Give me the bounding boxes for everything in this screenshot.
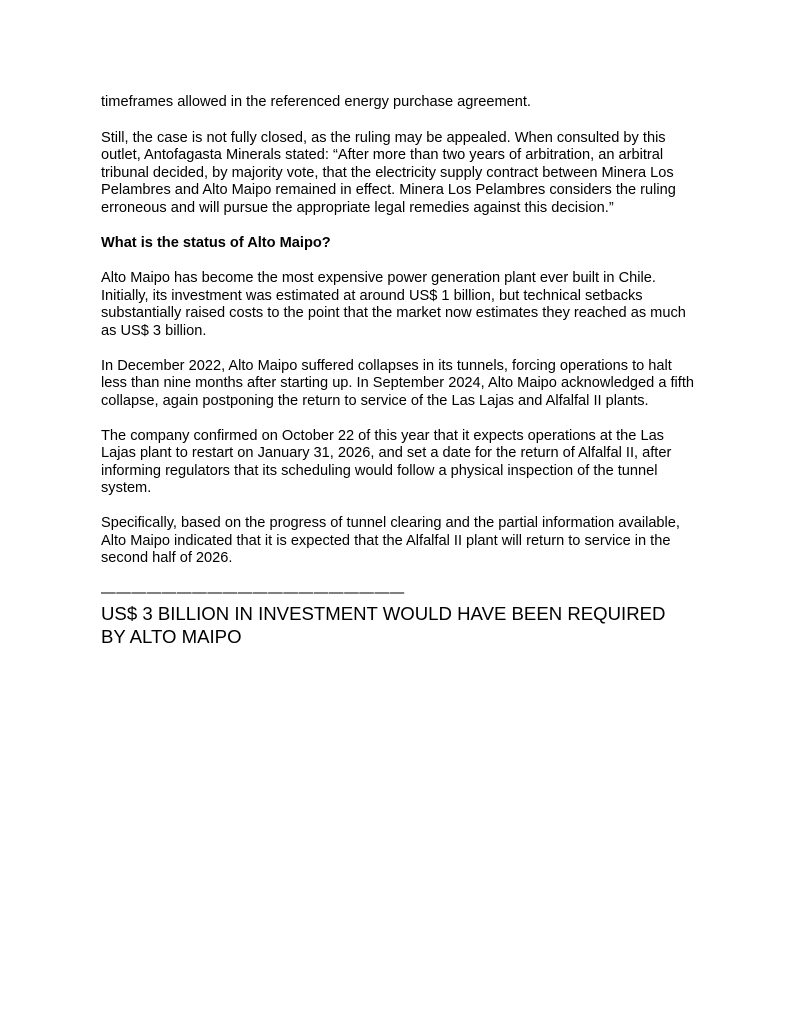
- paragraph-appeal: Still, the case is not fully closed, as the ruling may be appealed. When consulted by this outlet, Antofagasta Minerals stated: “After more than two years of arbitration, an arbitral tribunal decided, by majority vote, that the electricity supply contract between Minera Los Pelambres and Alto Maipo remained in effect. Minera Los Pelambres considers the ruling erroneous and will pursue the appropriate legal remedies against this decision.”: [101, 129, 676, 216]
- pull-quote: US$ 3 BILLION IN INVESTMENT WOULD HAVE BEEN REQUIRED BY ALTO MAIPO: [101, 603, 666, 647]
- section-heading: What is the status of Alto Maipo?: [101, 234, 331, 251]
- divider-line: ————————————————————: [101, 585, 405, 601]
- paragraph-timeframes: timeframes allowed in the referenced energy purchase agreement.: [101, 94, 531, 110]
- document-page: [101, 94, 701, 648]
- paragraph-restart: The company confirmed on October 22 of this year that it expects operations at the Las Lajas plant to restart on January 31, 2026, and set a date for the return of Alfalfal II, after informing regulators that its scheduling would follow a physical inspection of the tunnel system.: [101, 427, 672, 496]
- paragraph-cost: Alto Maipo has become the most expensive power generation plant ever built in Chile. Initially, its investment was estimated at around US$ 1 billion, but technical setbacks substantially raised costs to the point that the market now estimates they reached as much as US$ 3 billion.: [101, 270, 686, 339]
- paragraph-collapses: In December 2022, Alto Maipo suffered collapses in its tunnels, forcing operations to halt less than nine months after starting up. In September 2024, Alto Maipo acknowledged a fifth collapse, again postponing the return to service of the Las Lajas and Alfalfal II plants.: [101, 357, 695, 409]
- paragraph-alfalfal: Specifically, based on the progress of tunnel clearing and the partial information available, Alto Maipo indicated that it is expected that the Alfalfal II plant will return to service in the second half of 2026.: [101, 515, 680, 566]
